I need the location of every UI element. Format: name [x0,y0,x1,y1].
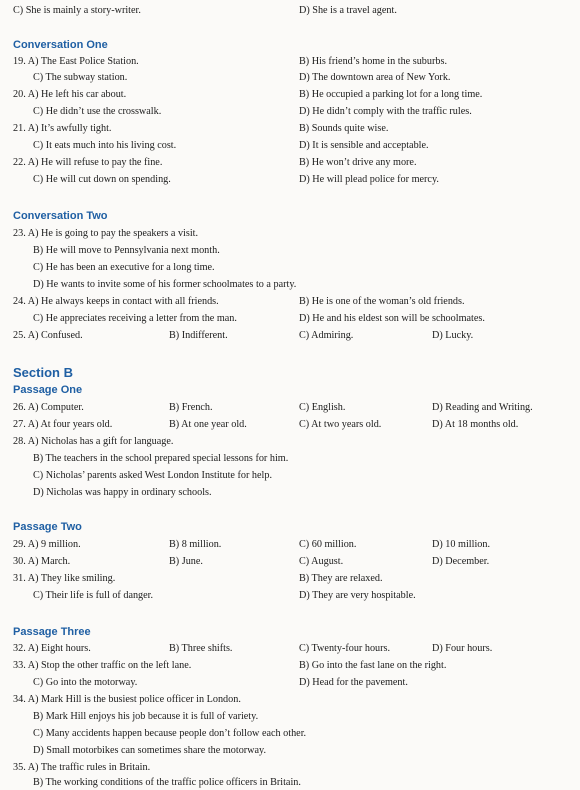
q29-option-b: B) 8 million. [169,539,222,550]
q32-option-d: D) Four hours. [432,643,493,654]
q30-option-d: D) December. [432,556,490,567]
conversation-one-heading: Conversation One [13,39,108,51]
q25-option-c: C) Admiring. [299,330,354,341]
q19-option-a: 19. A) The East Police Station. [13,56,139,67]
q33-option-b: B) Go into the fast lane on the right. [299,660,447,671]
q21-option-c: C) It eats much into his living cost. [33,140,177,151]
section-b-heading: Section B [13,365,73,380]
q23-option-c: C) He has been an executive for a long time. [33,262,215,273]
q23-option-d: D) He wants to invite some of his former schoolmates to a party. [33,279,297,290]
q21-option-b: B) Sounds quite wise. [299,123,389,134]
q27-option-d: D) At 18 months old. [432,419,519,430]
q25-option-d: D) Lucky. [432,330,474,341]
q21-option-d: D) It is sensible and acceptable. [299,140,429,151]
q19-option-b: B) His friend’s home in the suburbs. [299,56,447,67]
conversation-two-heading: Conversation Two [13,210,108,222]
q32-option-c: C) Twenty-four hours. [299,643,391,654]
bleed-through-text [330,232,333,243]
q31-option-d: D) They are very hospitable. [299,590,416,601]
q20-option-d: D) He didn’t comply with the traffic rules. [299,106,472,117]
q30-option-b: B) June. [169,556,203,567]
q30-option-c: C) August. [299,556,344,567]
q34-option-d: D) Small motorbikes can sometimes share the motorway. [33,745,267,756]
passage-two-heading: Passage Two [13,521,82,533]
q25-option-a: 25. A) Confused. [13,330,83,341]
q22-option-c: C) He will cut down on spending. [33,174,171,185]
q22-option-a: 22. A) He will refuse to pay the fine. [13,157,163,168]
q28-option-b: B) The teachers in the school prepared special lessons for him. [33,453,289,464]
q34-option-c: C) Many accidents happen because people don’t follow each other. [33,728,307,739]
q20-option-c: C) He didn’t use the crosswalk. [33,106,162,117]
q30-option-a: 30. A) March. [13,556,71,567]
q24-option-b: B) He is one of the woman’s old friends. [299,296,465,307]
q24-option-c: C) He appreciates receiving a letter from the man. [33,313,237,324]
q20-option-b: B) He occupied a parking lot for a long time. [299,89,483,100]
q26-option-d: D) Reading and Writing. [432,402,533,413]
q27-option-c: C) At two years old. [299,419,382,430]
option-top-c: C) She is mainly a story-writer. [13,5,141,16]
option-top-d: D) She is a travel agent. [299,5,397,16]
q21-option-a: 21. A) It’s awfully tight. [13,123,112,134]
q24-option-d: D) He and his eldest son will be schoolmates. [299,313,485,324]
q33-option-d: D) Head for the pavement. [299,677,408,688]
q35-option-b: B) The working conditions of the traffic police officers in Britain. [33,777,301,788]
q19-option-d: D) The downtown area of New York. [299,72,451,83]
q26-option-c: C) English. [299,402,346,413]
q28-option-c: C) Nicholas’ parents asked West London Institute for help. [33,470,273,481]
q25-option-b: B) Indifferent. [169,330,228,341]
q27-option-a: 27. A) At four years old. [13,419,113,430]
q34-option-b: B) Mark Hill enjoys his job because it is full of variety. [33,711,259,722]
q29-option-d: D) 10 million. [432,539,491,550]
q22-option-b: B) He won’t drive any more. [299,157,417,168]
q23-option-a: 23. A) He is going to pay the speakers a visit. [13,228,199,239]
passage-one-heading: Passage One [13,384,83,396]
q33-option-c: C) Go into the motorway. [33,677,138,688]
q19-option-c: C) The subway station. [33,72,128,83]
q33-option-a: 33. A) Stop the other traffic on the left lane. [13,660,192,671]
q35-option-a: 35. A) The traffic rules in Britain. [13,762,151,773]
q22-option-d: D) He will plead police for mercy. [299,174,439,185]
q32-option-b: B) Three shifts. [169,643,233,654]
q20-option-a: 20. A) He left his car about. [13,89,127,100]
q26-option-b: B) French. [169,402,213,413]
q31-option-c: C) Their life is full of danger. [33,590,154,601]
q24-option-a: 24. A) He always keeps in contact with all friends. [13,296,219,307]
q26-option-a: 26. A) Computer. [13,402,84,413]
q31-option-b: B) They are relaxed. [299,573,383,584]
q23-option-b: B) He will move to Pennsylvania next month. [33,245,220,256]
q32-option-a: 32. A) Eight hours. [13,643,91,654]
q31-option-a: 31. A) They like smiling. [13,573,116,584]
passage-three-heading: Passage Three [13,626,91,638]
q29-option-a: 29. A) 9 million. [13,539,81,550]
q28-option-a: 28. A) Nicholas has a gift for language. [13,436,174,447]
q34-option-a: 34. A) Mark Hill is the busiest police officer in London. [13,694,241,705]
q29-option-c: C) 60 million. [299,539,357,550]
q28-option-d: D) Nicholas was happy in ordinary schools. [33,487,212,498]
q27-option-b: B) At one year old. [169,419,247,430]
